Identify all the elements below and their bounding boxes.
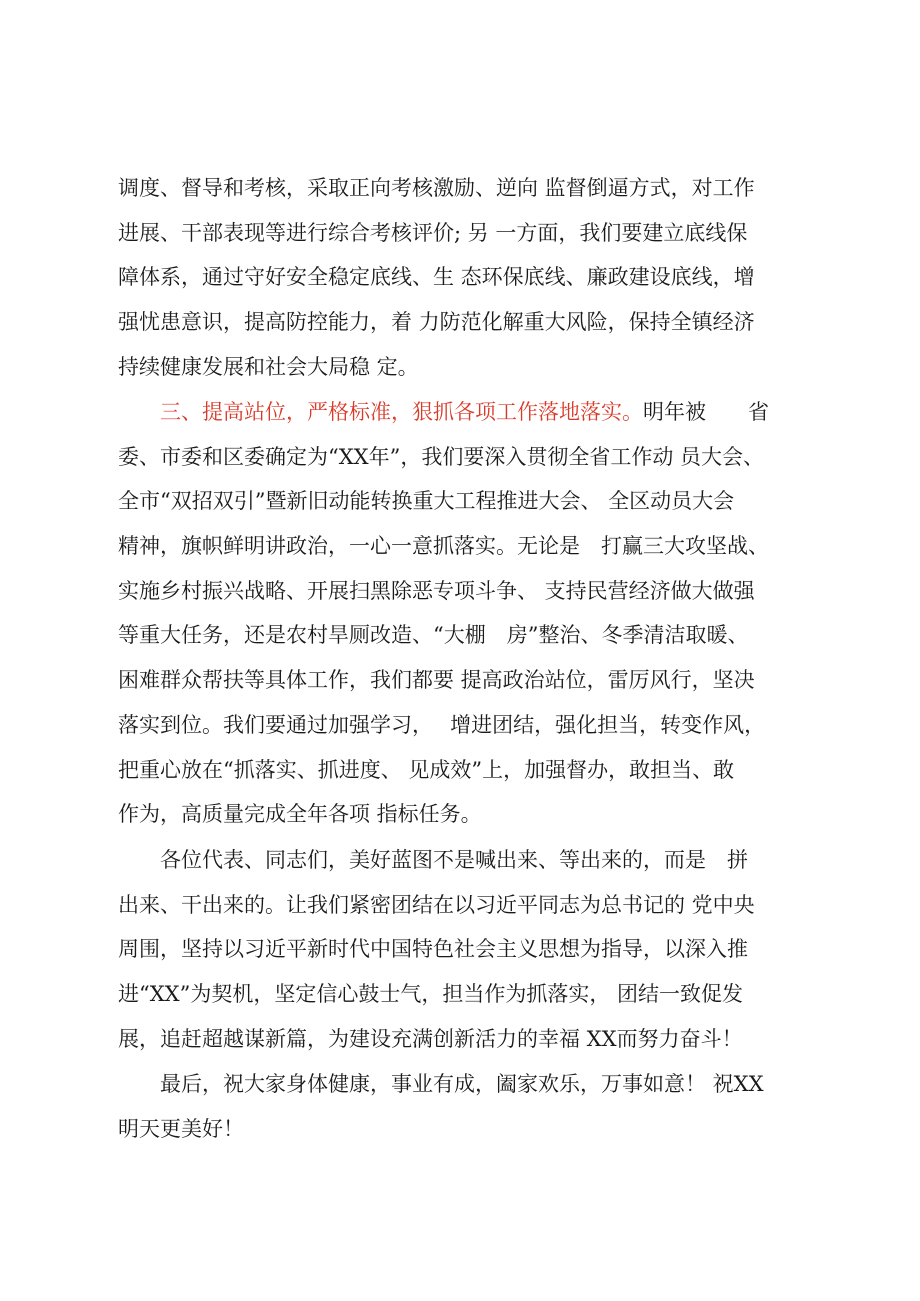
text-line: 把重心放在“抓落实、抓进度、 见成效”上，加强督办，敢担当、敢 xyxy=(118,757,735,782)
text-line: 进“XX”为契机，坚定信心鼓士气，担当作为抓落实， 团结一致促发 xyxy=(118,982,744,1007)
text-line: 委、市委和区委确定为“XX年”，我们要深入贯彻全省工作动 员大会、 xyxy=(118,444,765,469)
text-line: 落实到位。我们要通过加强学习， 增进团结，强化担当，转变作风， xyxy=(118,712,766,737)
text-line: 困难群众帮扶等具体工作，我们都要 提高政治站位，雷厉风行，坚决 xyxy=(118,668,755,693)
text-line: 出来、干出来的。让我们紧密团结在以习近平同志为总书记的 党中央 xyxy=(118,892,755,917)
text-line: 持续健康发展和社会大局稳 定。 xyxy=(118,354,419,379)
paragraph-continuation xyxy=(118,166,828,389)
text-line: 周围，坚持以习近平新时代中国特色社会主义思想为指导，以深入推 xyxy=(118,937,748,962)
text-line: 调度、督导和考核，采取正向考核激励、逆向 监督倒逼方式，对工作 xyxy=(118,176,755,200)
text-line: 强忧患意识，提高防控能力，着 力防范化解重大风险，保持全镇经济 xyxy=(118,310,755,335)
paragraph-section-three xyxy=(118,390,828,837)
text-line: 各位代表、同志们，美好蓝图不是喊出来、等出来的，而是 拼 xyxy=(118,848,748,872)
text-line: 明天更美好！ xyxy=(118,1116,244,1141)
text-line: 全市“双招双引”暨新旧动能转换重大工程推进大会、 全区动员大会 xyxy=(118,489,735,514)
paragraph-closing-wishes xyxy=(118,1062,828,1151)
paragraph-call-to-action xyxy=(118,838,828,1061)
text-line xyxy=(118,390,828,435)
text-line: 最后，祝大家身体健康，事业有成，阖家欢乐，万事如意！ 祝XX xyxy=(118,1072,764,1096)
text-line: 实施乡村振兴战略、开展扫黑除恶专项斗争、 支持民营经济做大做强 xyxy=(118,578,755,603)
text-line: 障体系，通过守好安全稳定底线、生 态环保底线、廉政建设底线，增 xyxy=(118,265,755,290)
text-line: 展，追赶超越谋新篇，为建设充满创新活力的幸福 XX而努力奋斗！ xyxy=(118,1026,743,1051)
text-line: 作为，高质量完成全年各项 指标任务。 xyxy=(118,802,482,827)
text-line: 精神，旗帜鲜明讲政治，一心一意抓落实。无论是 打赢三大攻坚战、 xyxy=(118,534,769,559)
text-line: 进展、干部表现等进行综合考核评价; 另 一方面，我们要建立底线保 xyxy=(118,220,748,245)
heading-trailing-text: 明年被 省 xyxy=(643,400,769,424)
section-heading: 三、提高站位，严格标准，狠抓各项工作落地落实。 xyxy=(160,400,643,424)
text-line: 等重大任务，还是农村旱厕改造、“大棚 房”整治、冬季清洁取暖、 xyxy=(118,623,749,648)
